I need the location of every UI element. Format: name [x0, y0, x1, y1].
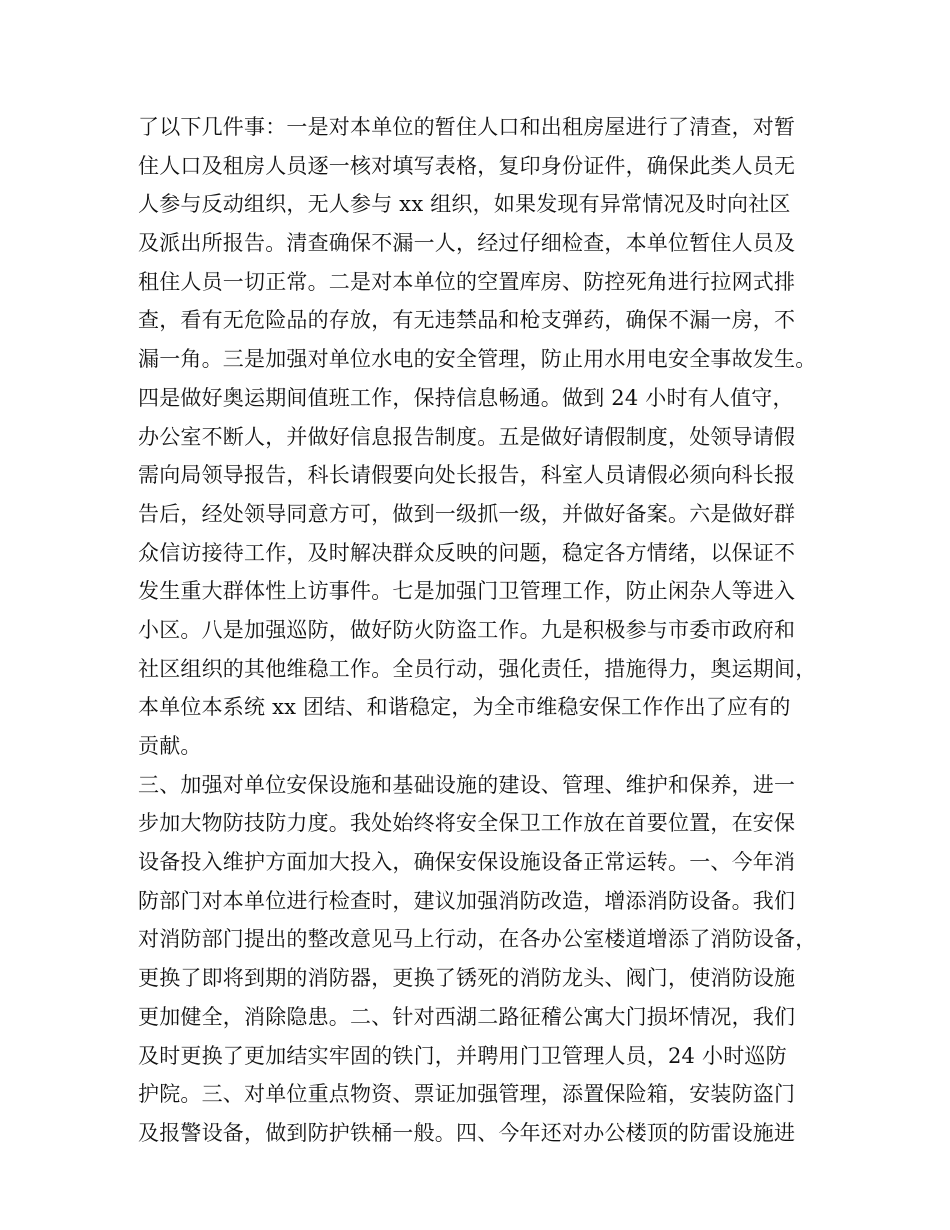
text-line: 防部门对本单位进行检查时，建议加强消防改造，增添消防设备。我们 — [138, 888, 796, 913]
text-line: 人参与反动组织，无人参与 xx 组织，如果发现有异常情况及时向社区 — [138, 192, 791, 217]
text-line: 对消防部门提出的整改意见马上行动，在各办公室楼道增添了消防设备， — [138, 927, 817, 952]
text-line: 设备投入维护方面加大投入，确保安保设施设备正常运转。一、今年消 — [138, 850, 796, 875]
section-heading-line: 三、加强对单位安保设施和基础设施的建设、管理、维护和保养，进一 — [138, 772, 796, 797]
text-line: 及报警设备，做到防护铁桶一般。四、今年还对办公楼顶的防雷设施进 — [138, 1120, 796, 1145]
text-line: 护院。三、对单位重点物资、票证加强管理，添置保险箱，安装防盗门 — [138, 1082, 796, 1107]
text-line: 了以下几件事：一是对本单位的暂住人口和出租房屋进行了清查，对暂 — [138, 115, 796, 139]
document-body — [138, 108, 828, 1153]
text-line: 及时更换了更加结实牢固的铁门，并聘用门卫管理人员，24 小时巡防 — [138, 1043, 787, 1068]
text-line: 需向局领导报告，科长请假要向处长报告，科室人员请假必须向科长报 — [138, 463, 796, 488]
text-line: 查，看有无危险品的存放，有无违禁品和枪支弹药，确保不漏一房，不 — [138, 308, 796, 333]
text-line: 更加健全，消除隐患。二、针对西湖二路征稽公寓大门损坏情况，我们 — [138, 1004, 796, 1029]
text-line: 更换了即将到期的消防器，更换了锈死的消防龙头、阀门，使消防设施 — [138, 966, 796, 991]
text-line: 办公室不断人，并做好信息报告制度。五是做好请假制度，处领导请假 — [138, 424, 796, 449]
text-line: 住人口及租房人员逐一核对填写表格，复印身份证件，确保此类人员无 — [138, 153, 796, 178]
text-line: 发生重大群体性上访事件。七是加强门卫管理工作，防止闲杂人等进入 — [138, 579, 796, 604]
text-line: 租住人员一切正常。二是对本单位的空置库房、防控死角进行拉网式排 — [138, 269, 796, 294]
text-line: 告后，经处领导同意方可，做到一级抓一级，并做好备案。六是做好群 — [138, 501, 796, 526]
text-line: 贡献。 — [138, 734, 202, 758]
text-line: 众信访接待工作，及时解决群众反映的问题，稳定各方情绪，以保证不 — [138, 540, 796, 565]
text-line: 步加大物防技防力度。我处始终将安全保卫工作放在首要位置，在安保 — [138, 811, 796, 836]
text-line: 小区。八是加强巡防，做好防火防盗工作。九是积极参与市委市政府和 — [138, 617, 796, 642]
text-line: 及派出所报告。清查确保不漏一人，经过仔细检查，本单位暂住人员及 — [138, 231, 796, 256]
text-line: 本单位本系统 xx 团结、和谐稳定，为全市维稳安保工作作出了应有的 — [138, 695, 791, 720]
text-line: 四是做好奥运期间值班工作，保持信息畅通。做到 24 小时有人值守， — [138, 385, 794, 410]
text-line: 社区组织的其他维稳工作。全员行动，强化责任，措施得力，奥运期间， — [138, 656, 817, 681]
text-line: 漏一角。三是加强对单位水电的安全管理，防止用水用电安全事故发生。 — [138, 347, 817, 372]
